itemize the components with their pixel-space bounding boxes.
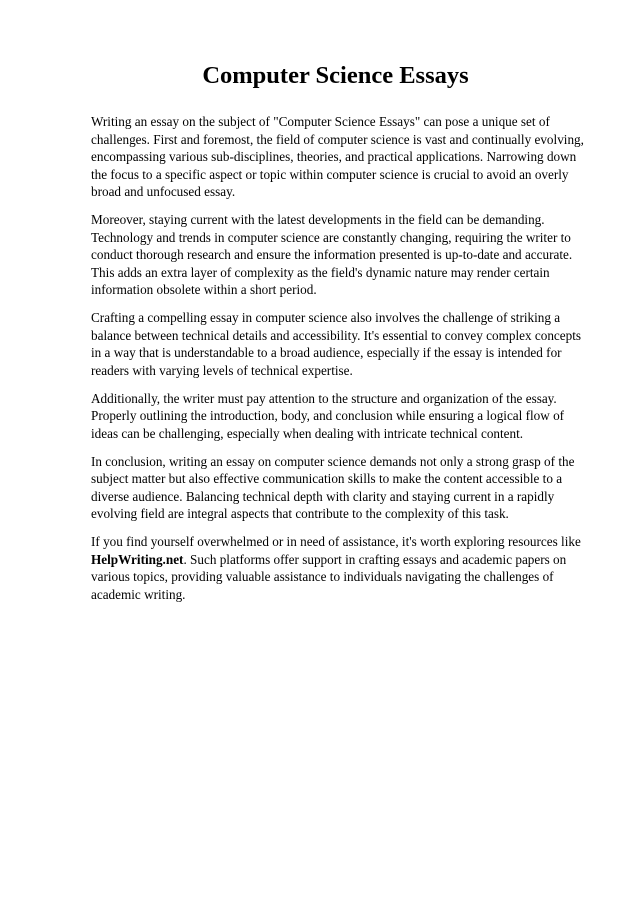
paragraph-intro: Writing an essay on the subject of "Computer Science Essays" can pose a unique set of challenges. First and foremost, the field of computer science is vast and continually evolving, encompassing various sub-disciplines, theories, and practical applications. Narrowing down the focus to a specific aspect or topic within computer science is crucial to avoid an overly broad and unfocused essay.: [91, 114, 584, 199]
document-title: Computer Science Essays: [202, 62, 469, 89]
resources-text-after: . Such platforms offer support in crafting essays and academic papers on various topics, providing valuable assistance to individuals navigating the challenges of academic writing.: [91, 551, 567, 602]
brand-name: HelpWriting.net: [91, 551, 184, 567]
resources-text-before: If you find yourself overwhelmed or in need of assistance, it's worth exploring resources like: [91, 534, 581, 549]
paragraph-structure: Additionally, the writer must pay attention to the structure and organization of the essay. Properly outlining the introduction, body, and conclusion while ensuring a logical flow of ideas can be challenging, especially when dealing with intricate technical content.: [91, 390, 565, 441]
paragraph-current-developments: Moreover, staying current with the latest developments in the field can be demanding. Technology and trends in computer science are constantly changing, requiring the writer to conduct thorough research and ensure the information presented is up-to-date and accurate. This adds an extra layer of complexity as the field's dynamic nature may render certain information obsolete within a short period.: [91, 212, 573, 297]
paragraph-conclusion: In conclusion, writing an essay on computer science demands not only a strong grasp of the subject matter but also effective communication skills to make the content accessible to a diverse audience. Balancing technical depth with clarity and staying current in a rapidly evolving field are integral aspects that contribute to the complexity of this task.: [91, 453, 575, 521]
paragraph-resources: [91, 533, 594, 603]
paragraph-balance: Crafting a compelling essay in computer science also involves the challenge of striking a balance between technical details and accessibility. It's essential to convey complex concepts in a way that is understandable to a broad audience, especially if the essay is intended for readers with varying levels of technical expertise.: [91, 310, 582, 378]
